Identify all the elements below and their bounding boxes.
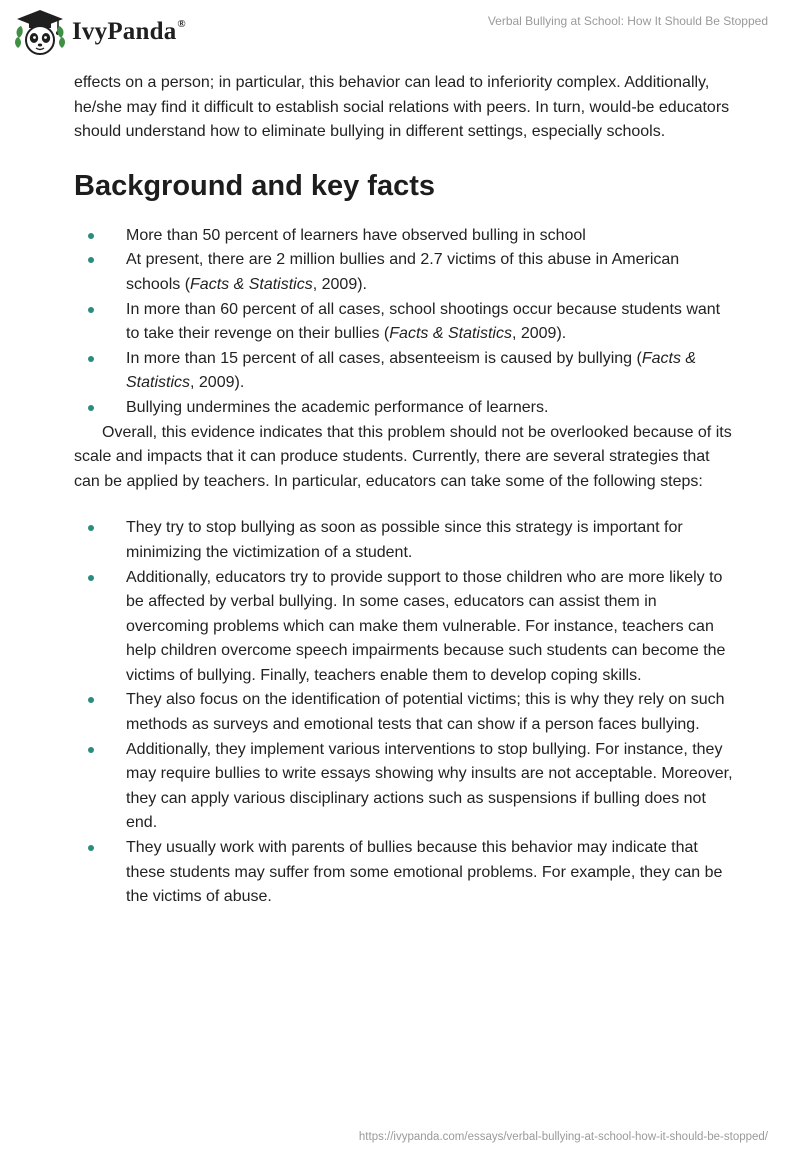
list-item: More than 50 percent of learners have observed bulling in school	[74, 224, 734, 249]
ivypanda-logo[interactable]	[14, 8, 186, 56]
page-header	[0, 0, 800, 70]
bullet-icon	[88, 845, 94, 851]
citation: Facts & Statistics	[389, 325, 512, 343]
list-item: In more than 15 percent of all cases, absenteeism is caused by bullying (Facts & Statistics, 2009).	[74, 347, 734, 396]
bullet-icon	[88, 525, 94, 531]
list-item: Additionally, they implement various interventions to stop bullying. For instance, they may require bullies to write essays showing why insults are not acceptable. Moreover, they can apply various disciplinary actions such as suspensions if bulling does not end.	[74, 738, 734, 836]
panda-graduate-icon	[14, 8, 66, 56]
bullet-icon	[88, 356, 94, 362]
essay-content	[74, 71, 734, 910]
list-item: In more than 60 percent of all cases, school shootings occur because students want to take their revenge on their bullies (Facts & Statistics, 2009).	[74, 298, 734, 347]
bullet-icon	[88, 405, 94, 411]
section-heading: Background and key facts	[74, 169, 435, 202]
bullet-icon	[88, 257, 94, 263]
list-item: Additionally, educators try to provide support to those children who are more likely to be affected by verbal bullying. In some cases, educators can assist them in overcoming problems which can make them vulnerable. For instance, teachers can help children overcome speech impairments because such students can become the victims of bullying. Finally, teachers enable them to develop coping skills.	[74, 566, 734, 689]
facts-list	[74, 224, 734, 421]
bullet-icon	[88, 575, 94, 581]
bullet-icon	[88, 747, 94, 753]
bullet-icon	[88, 307, 94, 313]
citation: Facts & Statistics	[190, 275, 313, 293]
intro-paragraph: effects on a person; in particular, this behavior can lead to inferiority complex. Additionally, he/she may find it difficult to establish social relations with peers. In turn, would-be educators should understand how to eliminate bullying in different settings, especially schools.	[74, 74, 730, 141]
bullet-icon	[88, 233, 94, 239]
list-item: They also focus on the identification of potential victims; this is why they rely on such methods as surveys and emotional tests that can show if a person faces bullying.	[74, 688, 734, 737]
brand-name: IvyPanda®	[72, 18, 186, 45]
list-item: At present, there are 2 million bullies and 2.7 victims of this abuse in American schools (Facts & Statistics, 2009).	[74, 248, 734, 297]
citation: Facts & Statistics	[126, 349, 697, 392]
list-item: Bullying undermines the academic performance of learners.	[74, 396, 734, 421]
source-url-link[interactable]: https://ivypanda.com/essays/verbal-bullying-at-school-how-it-should-be-stopped/	[358, 1131, 768, 1143]
list-item: They usually work with parents of bullies because this behavior may indicate that these students may suffer from some emotional problems. For example, they can be the victims of abuse.	[74, 836, 734, 910]
list-item: They try to stop bullying as soon as possible since this strategy is important for minimizing the victimization of a student.	[74, 516, 734, 565]
bullet-icon	[88, 697, 94, 703]
body-paragraph: Overall, this evidence indicates that this problem should not be overlooked because of its scale and impacts that it can produce students. Currently, there are several strategies that can be applied by teachers. In particular, educators can take some of the following steps:	[74, 423, 732, 490]
steps-list	[74, 516, 734, 910]
document-title: Verbal Bullying at School: How It Should Be Stopped	[487, 14, 768, 28]
